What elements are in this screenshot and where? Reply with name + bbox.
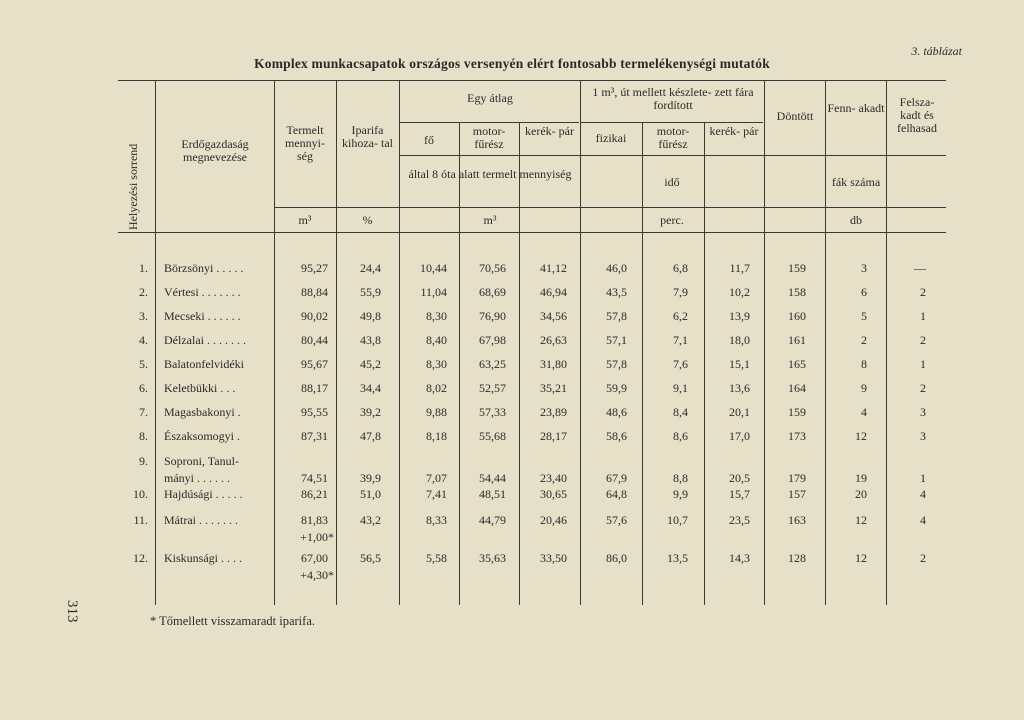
cell-fizikai: 67,9 xyxy=(606,471,627,485)
cell-name-cont: mányi . . . . . . xyxy=(164,471,230,485)
cell-dontott: 157 xyxy=(788,487,806,501)
data-table xyxy=(118,80,946,605)
cell-motor2: 13,5 xyxy=(667,551,688,565)
cell-felsz: 1 xyxy=(920,471,926,485)
cell-dontott: 159 xyxy=(788,261,806,275)
cell-dontott: 128 xyxy=(788,551,806,565)
cell-kerek: 33,50 xyxy=(540,551,567,565)
rule-sub-header xyxy=(399,155,946,156)
cell-rank: 9. xyxy=(139,454,148,468)
cell-kerek2: 10,2 xyxy=(729,285,750,299)
table-label: 3. táblázat xyxy=(911,44,962,58)
header-dontott: Döntött xyxy=(776,109,814,123)
cell-fizikai: 48,6 xyxy=(606,405,627,419)
page-number: 313 xyxy=(64,600,80,623)
cell-motor: 63,25 xyxy=(479,357,506,371)
col-rule-4 xyxy=(399,80,400,605)
cell-termelt: 95,55 xyxy=(301,405,328,419)
cell-fo: 7,07 xyxy=(426,471,447,485)
cell-name: Kiskunsági . . . . xyxy=(164,551,242,565)
cell-termelt: 90,02 xyxy=(301,309,328,323)
cell-felsz: 3 xyxy=(920,405,926,419)
rule-m3-group xyxy=(581,122,763,123)
cell-kerek: 31,80 xyxy=(540,357,567,371)
unit-percent: % xyxy=(362,213,373,227)
cell-fizikai: 57,1 xyxy=(606,333,627,347)
cell-motor: 70,56 xyxy=(479,261,506,275)
cell-rank: 4. xyxy=(139,333,148,347)
cell-motor: 48,51 xyxy=(479,487,506,501)
cell-kerek2: 20,5 xyxy=(729,471,750,485)
cell-fenn: 4 xyxy=(861,405,867,419)
cell-fizikai: 59,9 xyxy=(606,381,627,395)
cell-fizikai: 57,6 xyxy=(606,513,627,527)
cell-rank: 11. xyxy=(133,513,148,527)
header-termelt: Termelt mennyi- ség xyxy=(285,123,325,163)
cell-termelt: 67,00 xyxy=(301,551,328,565)
cell-kerek: 34,56 xyxy=(540,309,567,323)
unit-m3-b: m³ xyxy=(483,213,497,227)
cell-fo: 5,58 xyxy=(426,551,447,565)
cell-felsz: — xyxy=(914,261,926,275)
cell-kerek: 46,94 xyxy=(540,285,567,299)
col-rule-6 xyxy=(519,122,520,605)
cell-termelt: 86,21 xyxy=(301,487,328,501)
cell-fizikai: 57,8 xyxy=(606,357,627,371)
cell-termelt: 95,67 xyxy=(301,357,328,371)
cell-fenn: 5 xyxy=(861,309,867,323)
cell-dontott: 160 xyxy=(788,309,806,323)
cell-iparifa: 45,2 xyxy=(360,357,381,371)
col-rule-2 xyxy=(274,80,275,605)
cell-rank: 10. xyxy=(133,487,148,501)
header-fo: fő xyxy=(424,133,434,147)
cell-dontott: 159 xyxy=(788,405,806,419)
header-egy-atlag: Egy átlag xyxy=(467,91,513,105)
cell-kerek2: 18,0 xyxy=(729,333,750,347)
header-iparifa: Iparifa kihoza- tal xyxy=(342,123,393,150)
header-motorfuresz-2: motor- fűrész xyxy=(656,124,690,151)
cell-name: Északsomogyi . xyxy=(164,429,240,443)
cell-iparifa: 39,9 xyxy=(360,471,381,485)
cell-fo: 8,30 xyxy=(426,309,447,323)
cell-fizikai: 57,8 xyxy=(606,309,627,323)
header-egy-atlag-sub: által 8 óta alatt termelt mennyiség xyxy=(408,167,572,181)
cell-dontott: 164 xyxy=(788,381,806,395)
cell-motor: 54,44 xyxy=(479,471,506,485)
cell-termelt-extra: +1,00* xyxy=(300,530,334,544)
col-rule-10 xyxy=(764,80,765,605)
rule-header-bottom xyxy=(118,232,946,233)
cell-fo: 8,18 xyxy=(426,429,447,443)
table-title: Komplex munkacsapatok országos versenyén elért fontosabb termelékenységi mutatók xyxy=(254,56,770,71)
cell-kerek2: 13,9 xyxy=(729,309,750,323)
header-felszakadt: Felsza- kadt és felhasad xyxy=(897,95,937,135)
header-rank: Helyezési sorrend xyxy=(126,143,140,230)
col-rule-11 xyxy=(825,80,826,605)
cell-iparifa: 47,8 xyxy=(360,429,381,443)
cell-name: Balatonfelvidéki xyxy=(164,357,244,371)
cell-fenn: 3 xyxy=(861,261,867,275)
cell-iparifa: 55,9 xyxy=(360,285,381,299)
cell-felsz: 2 xyxy=(920,285,926,299)
cell-kerek: 28,17 xyxy=(540,429,567,443)
cell-dontott: 179 xyxy=(788,471,806,485)
unit-perc: perc. xyxy=(660,213,684,227)
cell-kerek2: 20,1 xyxy=(729,405,750,419)
cell-kerek: 41,12 xyxy=(540,261,567,275)
cell-felsz: 1 xyxy=(920,309,926,323)
cell-motor2: 8,4 xyxy=(673,405,688,419)
col-rule-7 xyxy=(580,80,581,605)
cell-felsz: 4 xyxy=(920,513,926,527)
cell-name: Magasbakonyi . xyxy=(164,405,241,419)
cell-kerek2: 17,0 xyxy=(729,429,750,443)
cell-rank: 12. xyxy=(133,551,148,565)
cell-name: Mátrai . . . . . . . xyxy=(164,513,238,527)
header-name: Erdőgazdaság megnevezése xyxy=(181,137,249,164)
cell-kerek2: 11,7 xyxy=(729,261,750,275)
cell-iparifa: 43,8 xyxy=(360,333,381,347)
header-kerekpar: kerék- pár xyxy=(525,124,574,138)
cell-iparifa: 43,2 xyxy=(360,513,381,527)
cell-termelt: 88,84 xyxy=(301,285,328,299)
cell-kerek: 30,65 xyxy=(540,487,567,501)
cell-felsz: 2 xyxy=(920,551,926,565)
cell-kerek: 20,46 xyxy=(540,513,567,527)
cell-motor2: 7,1 xyxy=(673,333,688,347)
cell-motor2: 8,8 xyxy=(673,471,688,485)
cell-termelt: 74,51 xyxy=(301,471,328,485)
cell-felsz: 2 xyxy=(920,333,926,347)
cell-motor2: 9,1 xyxy=(673,381,688,395)
cell-name: Hajdúsági . . . . . xyxy=(164,487,243,501)
cell-motor: 76,90 xyxy=(479,309,506,323)
cell-kerek2: 15,1 xyxy=(729,357,750,371)
cell-kerek2: 14,3 xyxy=(729,551,750,565)
cell-iparifa: 39,2 xyxy=(360,405,381,419)
cell-name: Vértesi . . . . . . . xyxy=(164,285,241,299)
cell-dontott: 158 xyxy=(788,285,806,299)
cell-fenn: 2 xyxy=(861,333,867,347)
cell-dontott: 163 xyxy=(788,513,806,527)
cell-kerek: 35,21 xyxy=(540,381,567,395)
rule-top xyxy=(118,80,946,81)
cell-name: Keletbükki . . . xyxy=(164,381,236,395)
col-rule-5 xyxy=(459,122,460,605)
col-rule-3 xyxy=(336,80,337,605)
cell-name: Soproni, Tanul- xyxy=(164,454,239,468)
cell-termelt: 95,27 xyxy=(301,261,328,275)
cell-felsz: 1 xyxy=(920,357,926,371)
cell-motor2: 6,8 xyxy=(673,261,688,275)
rule-units xyxy=(274,207,946,208)
cell-fenn: 12 xyxy=(855,429,867,443)
cell-kerek2: 15,7 xyxy=(729,487,750,501)
cell-fo: 9,88 xyxy=(426,405,447,419)
cell-fizikai: 43,5 xyxy=(606,285,627,299)
unit-m3: m³ xyxy=(298,213,312,227)
cell-dontott: 161 xyxy=(788,333,806,347)
cell-motor: 67,98 xyxy=(479,333,506,347)
header-kerekpar-2: kerék- pár xyxy=(709,124,759,138)
cell-termelt: 80,44 xyxy=(301,333,328,347)
cell-fo: 8,02 xyxy=(426,381,447,395)
cell-kerek: 23,40 xyxy=(540,471,567,485)
cell-motor2: 6,2 xyxy=(673,309,688,323)
cell-fenn: 9 xyxy=(861,381,867,395)
header-fennakadt: Fenn- akadt xyxy=(827,101,885,115)
cell-fo: 11,04 xyxy=(420,285,447,299)
cell-fizikai: 64,8 xyxy=(606,487,627,501)
cell-motor2: 8,6 xyxy=(673,429,688,443)
cell-motor2: 7,6 xyxy=(673,357,688,371)
cell-fo: 10,44 xyxy=(420,261,447,275)
header-fak-szama: fák száma xyxy=(831,175,881,189)
cell-rank: 7. xyxy=(139,405,148,419)
cell-rank: 6. xyxy=(139,381,148,395)
cell-termelt-extra: +4,30* xyxy=(300,568,334,582)
cell-motor: 55,68 xyxy=(479,429,506,443)
col-rule-8 xyxy=(642,122,643,605)
cell-dontott: 173 xyxy=(788,429,806,443)
cell-name: Mecseki . . . . . . xyxy=(164,309,241,323)
cell-fenn: 6 xyxy=(861,285,867,299)
cell-termelt: 81,83 xyxy=(301,513,328,527)
cell-motor2: 9,9 xyxy=(673,487,688,501)
cell-fo: 8,30 xyxy=(426,357,447,371)
cell-motor2: 10,7 xyxy=(667,513,688,527)
cell-iparifa: 49,8 xyxy=(360,309,381,323)
cell-rank: 3. xyxy=(139,309,148,323)
cell-fizikai: 58,6 xyxy=(606,429,627,443)
rule-egy-atlag xyxy=(399,122,579,123)
cell-motor: 35,63 xyxy=(479,551,506,565)
header-ido: idő xyxy=(664,175,680,189)
cell-kerek2: 23,5 xyxy=(729,513,750,527)
cell-rank: 5. xyxy=(139,357,148,371)
cell-fenn: 8 xyxy=(861,357,867,371)
cell-dontott: 165 xyxy=(788,357,806,371)
cell-motor: 57,33 xyxy=(479,405,506,419)
cell-iparifa: 24,4 xyxy=(360,261,381,275)
cell-name: Délzalai . . . . . . . xyxy=(164,333,246,347)
cell-iparifa: 51,0 xyxy=(360,487,381,501)
cell-rank: 1. xyxy=(139,261,148,275)
cell-kerek: 26,63 xyxy=(540,333,567,347)
cell-fenn: 12 xyxy=(855,551,867,565)
unit-db: db xyxy=(850,213,862,227)
cell-rank: 2. xyxy=(139,285,148,299)
cell-termelt: 88,17 xyxy=(301,381,328,395)
cell-felsz: 4 xyxy=(920,487,926,501)
cell-fizikai: 46,0 xyxy=(606,261,627,275)
cell-fenn: 19 xyxy=(855,471,867,485)
cell-name: Börzsönyi . . . . . xyxy=(164,261,244,275)
cell-felsz: 2 xyxy=(920,381,926,395)
cell-iparifa: 56,5 xyxy=(360,551,381,565)
cell-motor: 52,57 xyxy=(479,381,506,395)
col-rule-1 xyxy=(155,80,156,605)
footnote: * Tőmellett visszamaradt iparifa. xyxy=(150,614,315,628)
cell-motor: 44,79 xyxy=(479,513,506,527)
cell-kerek2: 13,6 xyxy=(729,381,750,395)
cell-fo: 8,33 xyxy=(426,513,447,527)
cell-termelt: 87,31 xyxy=(301,429,328,443)
col-rule-12 xyxy=(886,80,887,605)
cell-motor2: 7,9 xyxy=(673,285,688,299)
col-rule-9 xyxy=(704,122,705,605)
header-motorfuresz: motor- fűrész xyxy=(472,124,506,151)
cell-fenn: 12 xyxy=(855,513,867,527)
cell-fizikai: 86,0 xyxy=(606,551,627,565)
cell-iparifa: 34,4 xyxy=(360,381,381,395)
cell-rank: 8. xyxy=(139,429,148,443)
header-m3-group: 1 m³, út mellett készlete- zett fára fordított xyxy=(592,85,754,112)
cell-motor: 68,69 xyxy=(479,285,506,299)
cell-fo: 8,40 xyxy=(426,333,447,347)
cell-fo: 7,41 xyxy=(426,487,447,501)
header-fizikai: fizikai xyxy=(595,131,627,145)
cell-fenn: 20 xyxy=(855,487,867,501)
cell-kerek: 23,89 xyxy=(540,405,567,419)
cell-felsz: 3 xyxy=(920,429,926,443)
